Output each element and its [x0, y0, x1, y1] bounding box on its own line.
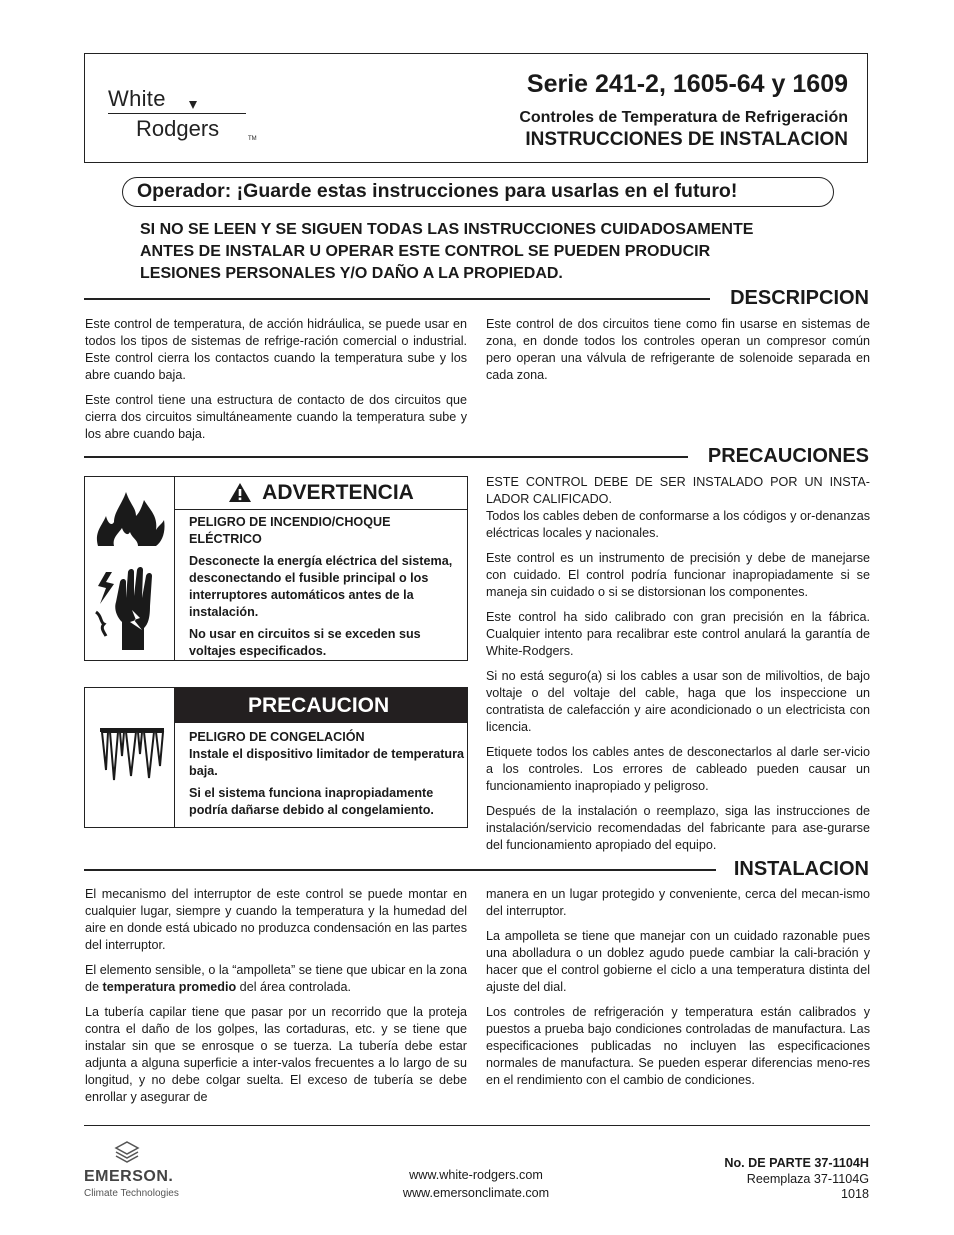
paragraph: Después de la instalación o reemplazo, siga las instrucciones de instalación/servicio recomendadas del fabricante para ase-gurarse del funcionamiento apropiado del equipo. — [486, 804, 870, 852]
paragraph: La tubería capilar tiene que pasar por un recorrido que la proteja contra el daño de los golpes, las cortaduras, etc. y se tiene que instalar sin que se enrosque o se tuerza. La tubería debe estar adjunta a alguna superficie a inter-valos frecuentes a lo largo de su longitud, y no debe colgar suelta. El exceso de tubería se debe enrollar y asegurar de — [85, 1005, 467, 1104]
advertencia-title: ADVERTENCIA — [262, 480, 414, 504]
freezing-icicles-icon — [98, 726, 166, 782]
replaces-part: Reemplaza 37-1104G — [746, 1172, 869, 1186]
logo-rodgers-text: Rodgers — [136, 116, 220, 141]
instalacion-rule — [84, 869, 716, 871]
instalacion-heading: INSTALACION — [733, 858, 869, 880]
descripcion-left-column — [85, 316, 467, 451]
advertencia-text: Desconecte la energía eléctrica del sistema, desconectando el fusible principal o los interruptores automáticos antes de la instalación. — [189, 554, 453, 619]
paragraph: Este control tiene una estructura de contacto de dos circuitos que cierra dos circuitos simultáneamente cuando la temperatura sube y los abre cuando baja. — [85, 393, 467, 441]
page-title: Serie 241-2, 1605-64 y 1609 — [526, 70, 848, 98]
hazard-label: PELIGRO DE CONGELACIÓN — [189, 730, 365, 744]
part-number: No. DE PARTE 37-1104H — [724, 1156, 869, 1170]
precaucion-text: Instale el dispositivo limitador de temperatura baja. — [189, 747, 465, 778]
page-subtitle-instructions: INSTRUCCIONES DE INSTALACION — [525, 129, 848, 150]
emerson-logo-icon — [114, 1140, 140, 1166]
precaucion-title: PRECAUCION — [248, 693, 390, 717]
safety-warning-line-2: ANTES DE INSTALAR U OPERAR ESTE CONTROL SE PUEDEN PRODUCIR — [140, 243, 711, 260]
advertencia-text: No usar en circuitos si se exceden sus voltajes especificados. — [189, 627, 421, 658]
precaucion-text: Si el sistema funciona inapropiadamente podría dañarse debido al congelamiento. — [189, 786, 434, 817]
date-code: 1018 — [840, 1187, 869, 1201]
paragraph: Si no está seguro(a) si los cables a usar son de milivoltios, de bajo voltaje o del voltaje del cable, haga que los inspeccione un contratista de calefacción y aire acondicionado o un electricista con licencia. — [486, 669, 870, 734]
paragraph: Etiquete todos los cables antes de desconectarlos al darle ser-vicio a los controles. Los errores de cableado pueden causar un funcionamiento inapropiado y peligroso. — [486, 745, 870, 793]
fire-icon — [92, 486, 168, 550]
precauciones-right-column — [486, 474, 870, 862]
descripcion-rule — [84, 298, 710, 300]
logo-rule — [108, 113, 246, 114]
paragraph: Este control de temperatura, de acción hidráulica, se puede usar en todos los tipos de sistemas de refrige-ración comercial o industrial. Este control cierra los contactos cuando la temperatura sube y los abre cuando baja. — [85, 317, 467, 382]
precauciones-rule — [84, 456, 688, 458]
paragraph: Este control de dos circuitos tiene como fin usarse en sistemas de zona, en donde todos los controles operan un compresor común pero operan una válvula de refrigerante de solenoide separada en cada zona. — [486, 317, 870, 382]
descripcion-right-column — [486, 316, 870, 392]
logo-white-text: White — [108, 86, 166, 111]
advertencia-body — [189, 514, 459, 665]
website-link-white-rodgers[interactable]: www.white-rodgers.com — [409, 1168, 543, 1182]
paragraph: La ampolleta se tiene que manejar con un cuidado razonable pues una abolladura o un doblez agudo puede cambiar la cali-bración y hacer que el control gobierne el ciclo a una temperatura distinta del ajuste del dial. — [486, 929, 870, 994]
operator-banner-text: Operador: ¡Guarde estas instrucciones para usarlas en el futuro! — [137, 180, 738, 202]
logo-triangle-icon — [189, 101, 197, 109]
safety-warning-line-3: LESIONES PERSONALES Y/O DAÑO A LA PROPIEDAD. — [140, 265, 563, 282]
precaucion-body — [189, 729, 467, 824]
paragraph: Este control es un instrumento de precisión y debe de manejarse con cuidado. El control podría funcionar inapropiadamente si se maneja sin cuidado o si se distorsionan los componentes. — [486, 551, 870, 599]
website-link-emerson[interactable]: www.emersonclimate.com — [402, 1186, 550, 1200]
text-run: del área controlada. — [236, 980, 352, 994]
warning-triangle-icon — [228, 482, 252, 503]
hazard-label: PELIGRO DE INCENDIO/CHOQUE ELÉCTRICO — [189, 515, 391, 546]
safety-warning-line-1: SI NO SE LEEN Y SE SIGUEN TODAS LAS INSTRUCCIONES CUIDADOSAMENTE — [140, 221, 754, 238]
precaucion-header — [175, 688, 467, 723]
precauciones-heading: PRECAUCIONES — [707, 445, 869, 467]
emerson-brand: EMERSON. — [84, 1168, 174, 1185]
electric-shock-hand-icon — [92, 562, 168, 652]
paragraph: Todos los cables deben de conformarse a los códigos y or-denanzas eléctricas locales y nacionales. — [486, 509, 870, 540]
instalacion-left-column — [85, 886, 467, 1114]
page-subtitle: Controles de Temperatura de Refrigeración — [519, 109, 848, 126]
text-run: El elemento sensible, o la “ampolleta” se tiene que ubicar en la zona de — [85, 963, 467, 994]
descripcion-heading: DESCRIPCION — [730, 287, 869, 309]
paragraph: Los controles de refrigeración y temperatura están calibrados y puestos a prueba bajo condiciones controladas de manufactura. Las especificaciones publicadas no incluyen las especificaciones normales de manufactura. Se pueden esperar diferencias meno-res en el rendimiento con el cambio de condiciones. — [486, 1005, 870, 1087]
paragraph: Este control ha sido calibrado con gran precisión en la fábrica. Cualquier intento para recalibrar este control anulará la garantía de White-Rodgers. — [486, 610, 870, 658]
advertencia-header — [175, 476, 467, 510]
paragraph: El mecanismo del interruptor de este control se puede montar en cualquier lugar, siempre y cuando la temperatura y la humedad del aire en donde está ubicado no produzca condensación en las partes del interruptor. — [85, 887, 467, 952]
emerson-brand-sub: Climate Technologies — [84, 1188, 179, 1199]
logo-trademark: TM — [248, 136, 257, 142]
bold-term: temperatura promedio — [102, 980, 237, 994]
footer-rule — [84, 1125, 870, 1126]
paragraph: ESTE CONTROL DEBE DE SER INSTALADO POR UN INSTA-LADOR CALIFICADO. — [486, 475, 870, 506]
paragraph: manera en un lugar protegido y conveniente, cerca del mecan-ismo del interruptor. — [486, 887, 870, 918]
instalacion-right-column — [486, 886, 870, 1097]
paragraph — [85, 962, 467, 996]
